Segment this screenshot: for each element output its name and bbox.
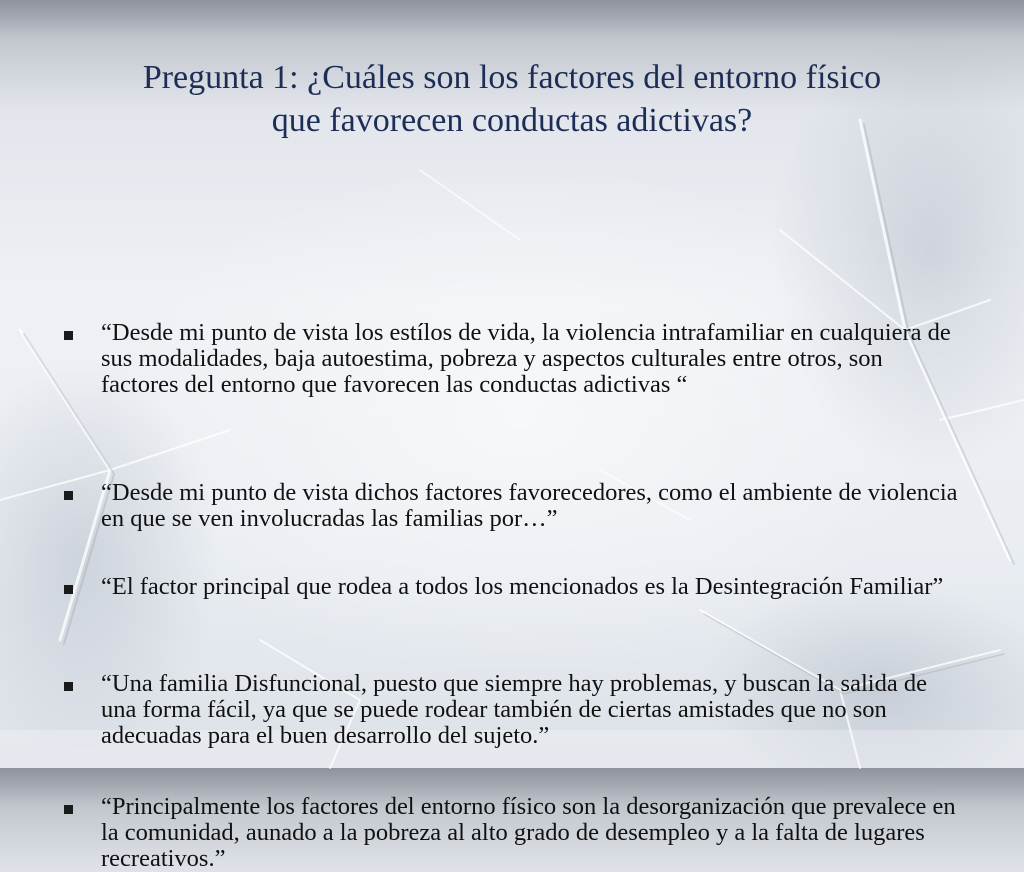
slide-title-line-1: Pregunta 1: ¿Cuáles son los factores del entorno físico <box>142 59 882 96</box>
bullet-text: “Desde mi punto de vista los estílos de vida, la violencia intrafamiliar en cualquiera de sus modalidades, baja autoestima, pobreza y aspectos culturales entre otros, son factores del entorno que favorecen las conductas adictivas “ <box>101 319 951 398</box>
bullet-item <box>60 794 965 872</box>
slide-title-line-2: que favorecen conductas adictivas? <box>271 102 753 139</box>
square-bullet-icon <box>64 805 73 814</box>
bullet-text: “Principalmente los factores del entorno físico son la desorganización que prevalece en la comunidad, aunado a la pobreza al alto grado de desempleo y a la falta de lugares recreativos.” <box>101 793 956 872</box>
bullet-text: “Una familia Disfuncional, puesto que siempre hay problemas, y buscan la salida de una forma fácil, ya que se puede rodear también de ciertas amistades que no son adecuadas para el buen desarrollo del sujeto.” <box>101 670 927 749</box>
bullet-item <box>60 574 965 600</box>
square-bullet-icon <box>64 682 73 691</box>
bullet-text: “El factor principal que rodea a todos los mencionados es la Desintegración Familiar” <box>101 573 944 600</box>
square-bullet-icon <box>64 585 73 594</box>
bullet-text: “Desde mi punto de vista dichos factores favorecedores, como el ambiente de violencia en que se ven involucradas las familias por…” <box>101 479 958 532</box>
bullet-item <box>60 320 965 398</box>
square-bullet-icon <box>64 491 73 500</box>
bullet-item <box>60 671 965 749</box>
square-bullet-icon <box>64 331 73 340</box>
slide-title <box>40 56 984 142</box>
bullet-item <box>60 480 965 532</box>
